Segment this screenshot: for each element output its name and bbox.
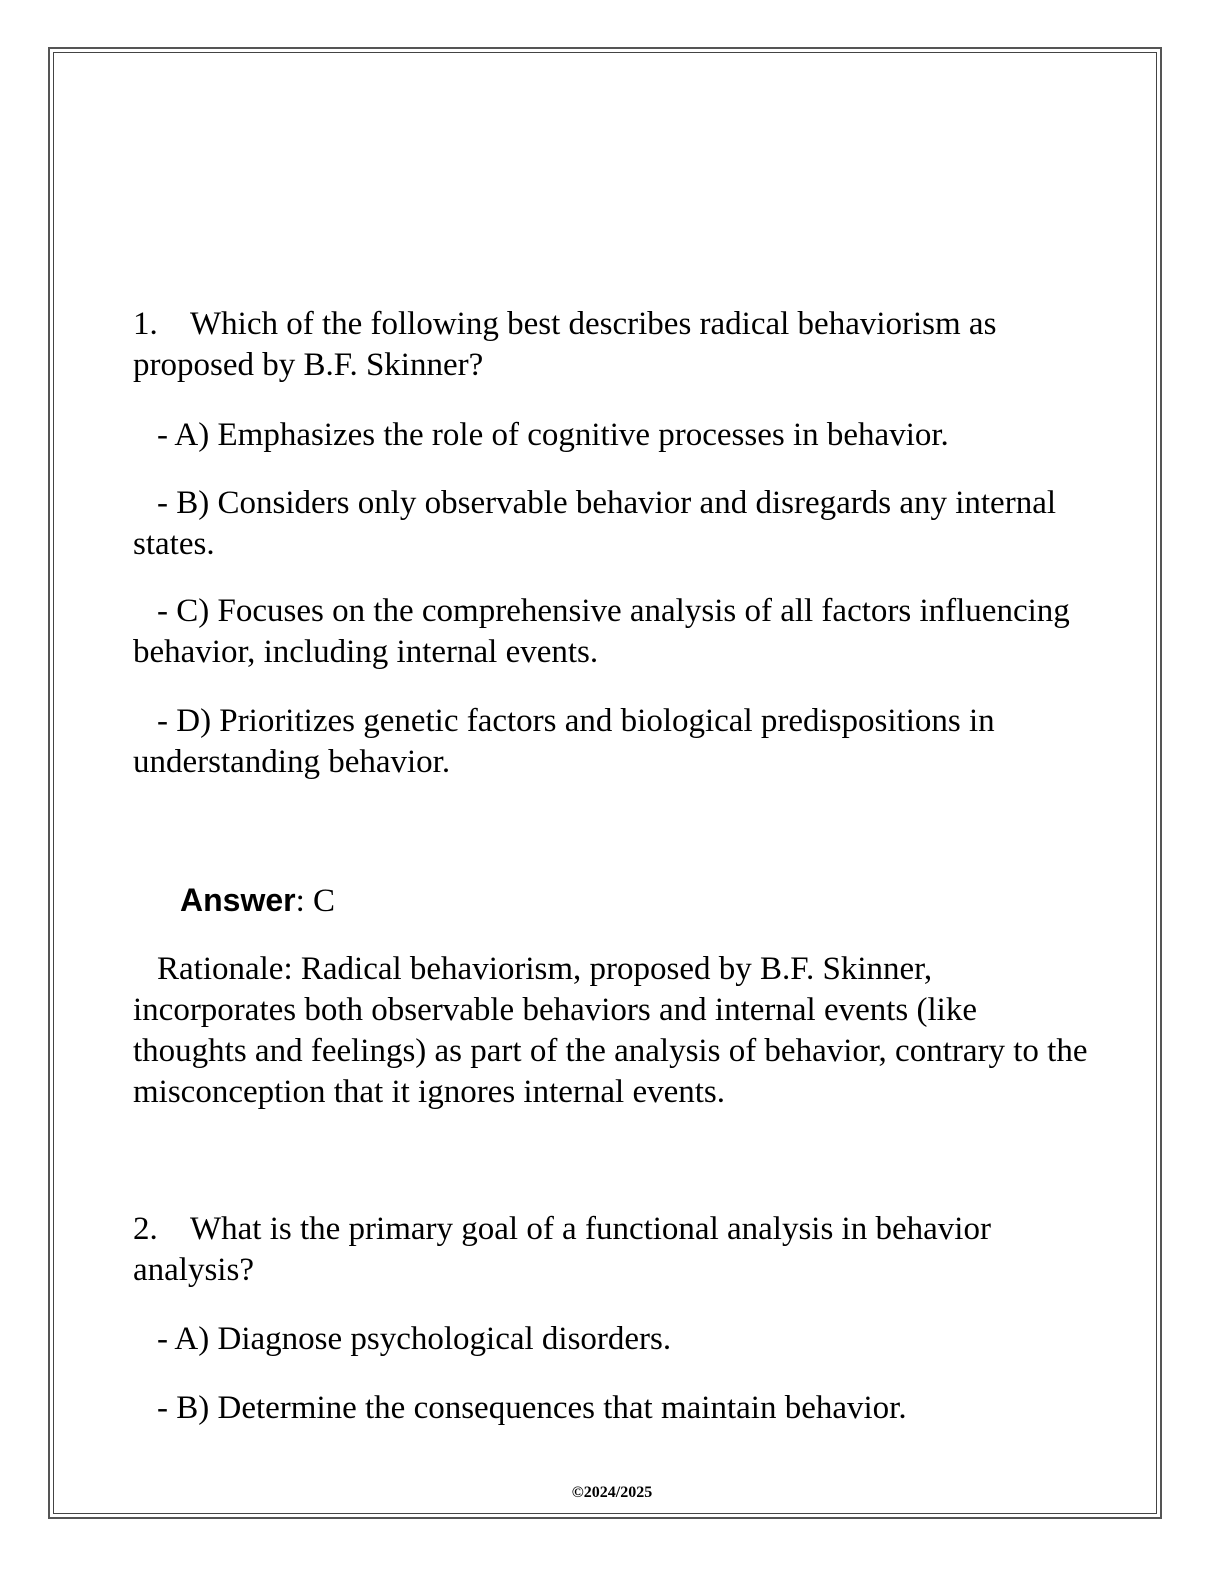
- page-border-inner: [53, 52, 1157, 1514]
- answer-value: : C: [295, 883, 336, 919]
- question-1-option-b: - B) Considers only observable behavior and disregards any internal states.: [133, 485, 1057, 562]
- answer-label: Answer: [180, 882, 296, 918]
- question-2-text: What is the primary goal of a functional analysis in behavior analysis?: [133, 1211, 991, 1288]
- question-1-answer: [180, 880, 335, 922]
- question-1-text: Which of the following best describes radical behaviorism as proposed by B.F. Skinner?: [133, 306, 997, 383]
- question-2: [133, 1209, 1093, 1291]
- page-footer: ©2024/2025: [571, 1484, 653, 1501]
- question-1-rationale: Rationale: Radical behaviorism, proposed by B.F. Skinner, incorporates both observable behaviors and internal events (like thoughts and feelings) as part of the analysis of behavior, contrary to the misconception that it ignores internal events.: [133, 951, 1088, 1110]
- question-1: [133, 304, 1093, 386]
- question-1-option-a: - A) Emphasizes the role of cognitive processes in behavior.: [157, 417, 949, 453]
- question-1-number: 1.: [133, 306, 158, 342]
- question-2-option-a: - A) Diagnose psychological disorders.: [157, 1321, 672, 1357]
- question-1-option-d: - D) Prioritizes genetic factors and biological predispositions in understanding behavior.: [133, 703, 995, 780]
- question-2-number: 2.: [133, 1211, 158, 1247]
- question-1-option-c: - C) Focuses on the comprehensive analysis of all factors influencing behavior, including internal events.: [133, 593, 1070, 670]
- question-2-option-b: - B) Determine the consequences that maintain behavior.: [157, 1390, 907, 1426]
